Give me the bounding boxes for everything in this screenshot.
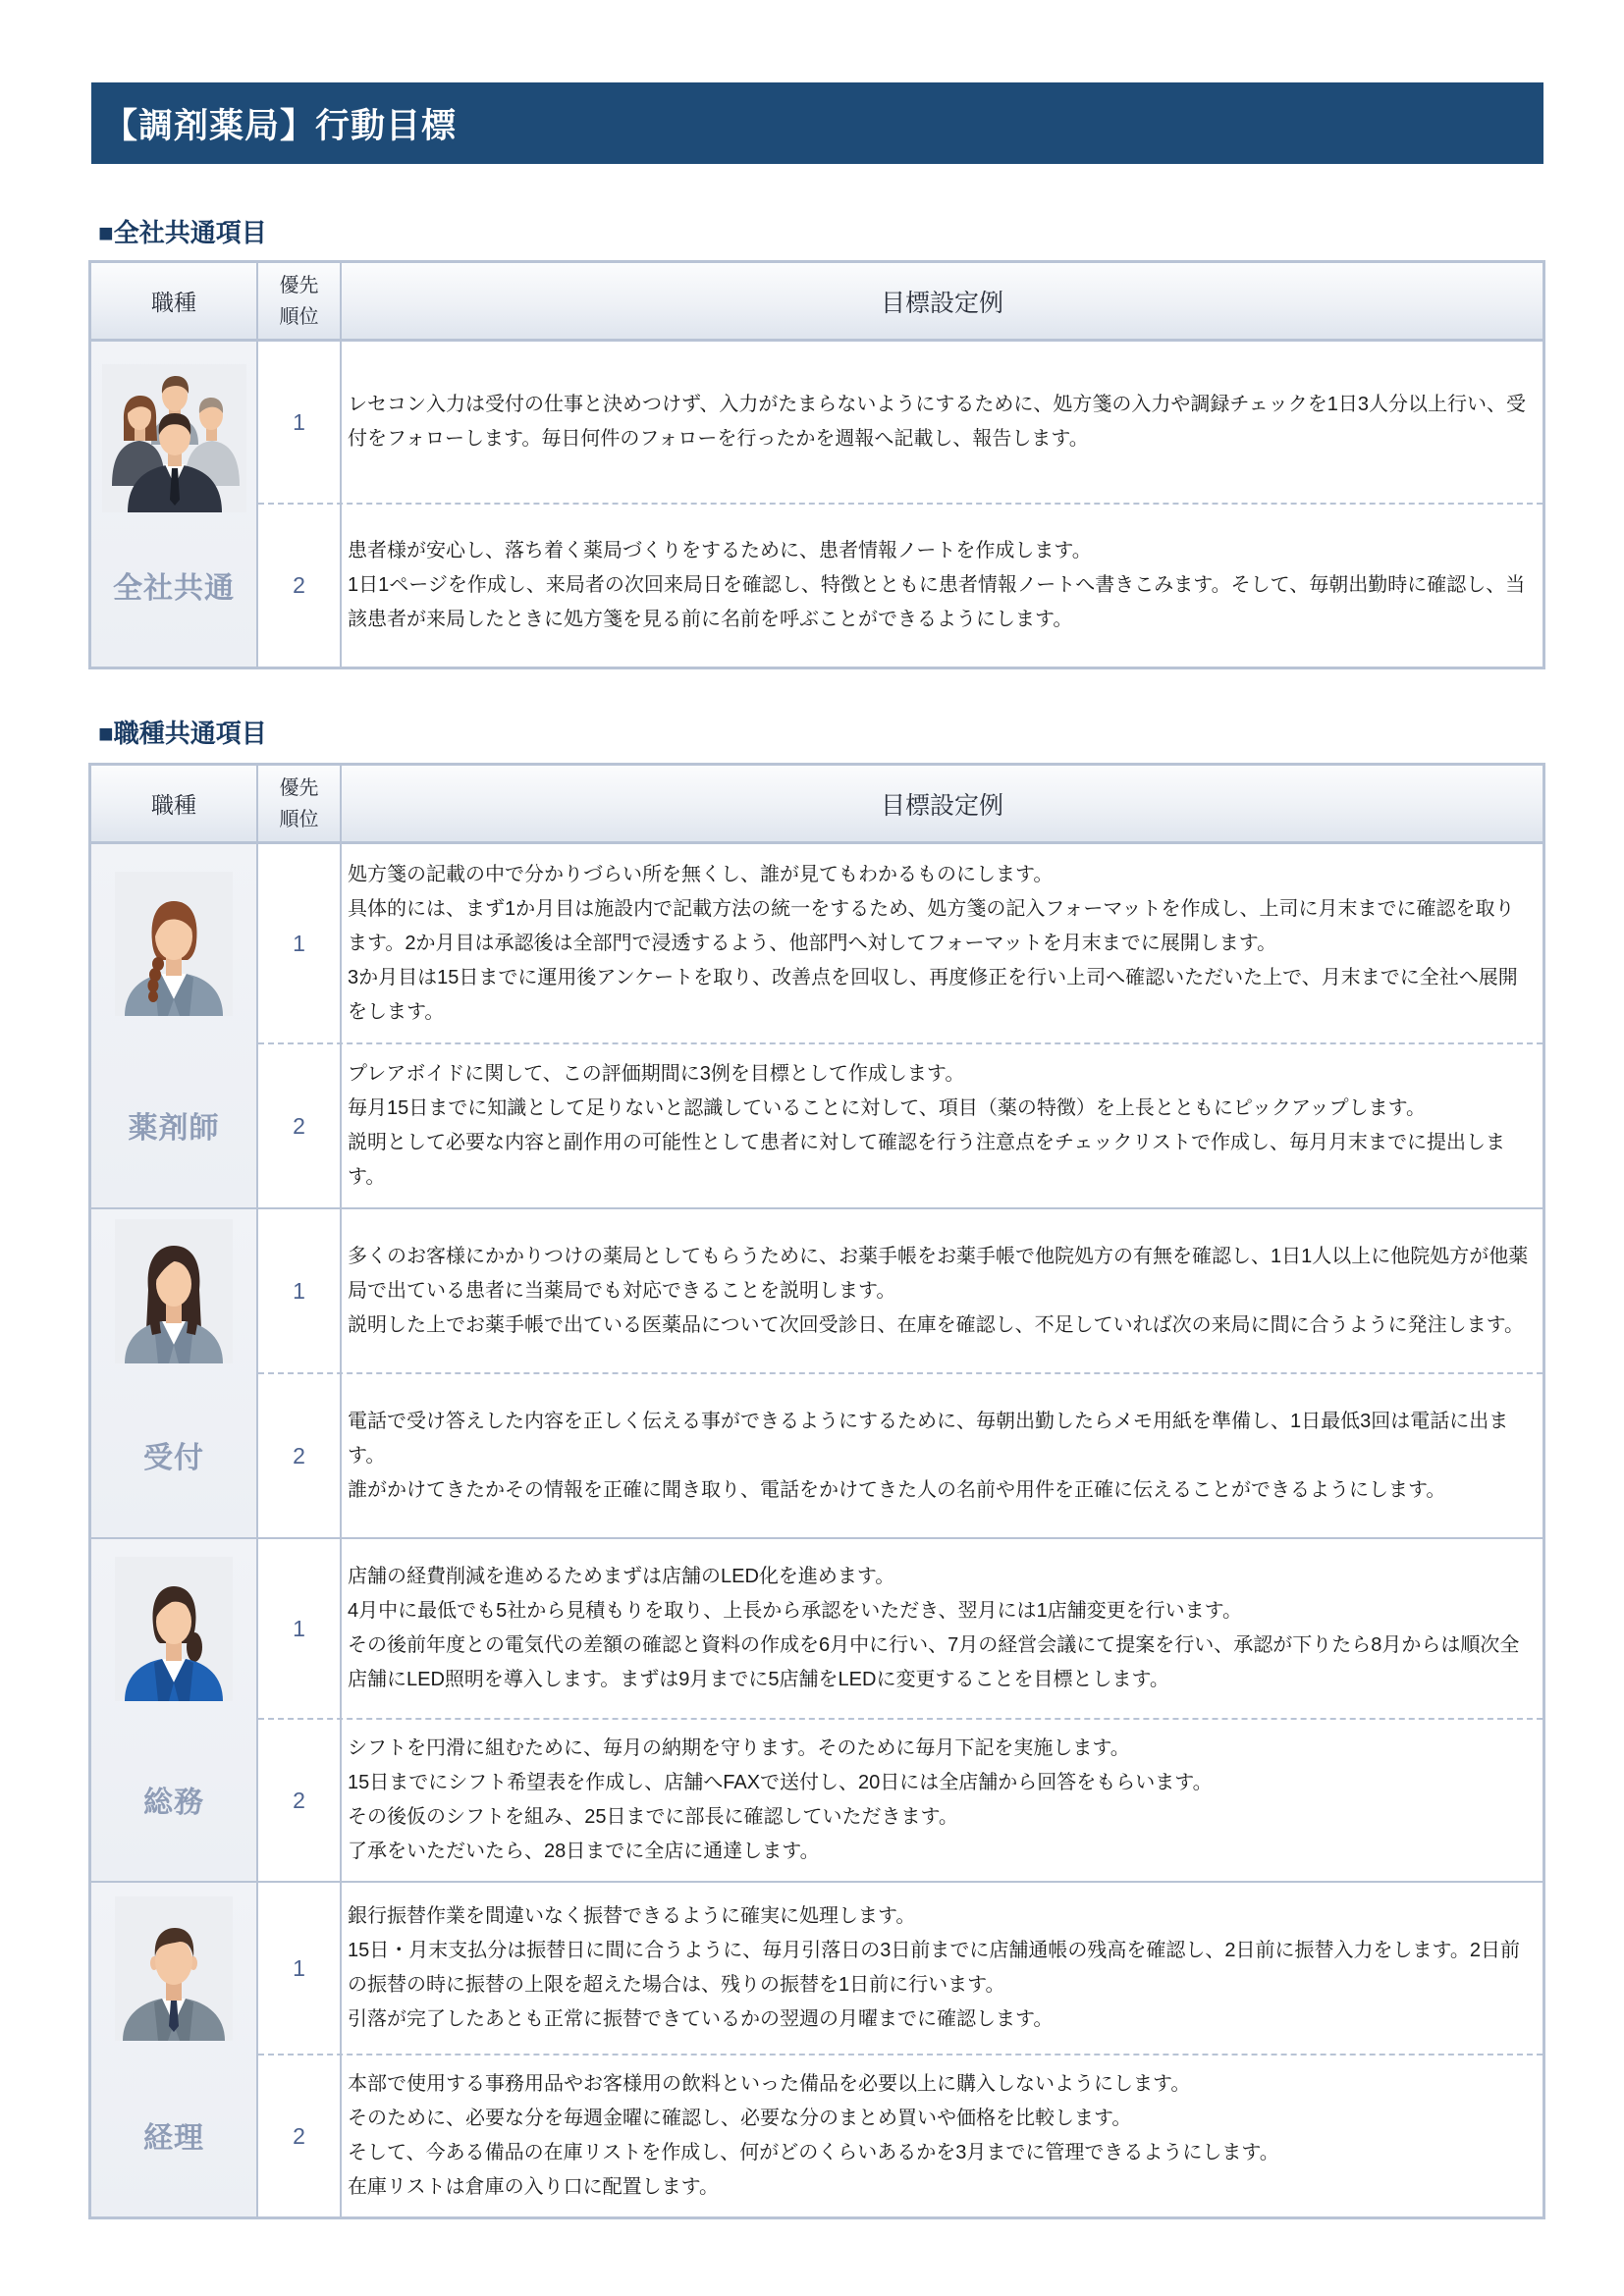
table-header-row bbox=[91, 766, 1543, 844]
header-role: 職種 bbox=[91, 263, 258, 339]
goal-rows bbox=[258, 1539, 1543, 1881]
goal-row bbox=[258, 844, 1543, 1042]
goal-line: 4月中に最低でも5社から見積もりを取り、上長から承認をいただき、翌月には1店舗変更を行います。 bbox=[348, 1600, 1242, 1622]
goal-text bbox=[342, 1044, 1543, 1207]
goal-line: プレアボイドに関して、この評価期間に3例を目標として作成します。 bbox=[348, 1063, 965, 1085]
role-avatar-area bbox=[91, 844, 256, 1042]
accountant-avatar-icon bbox=[115, 1896, 233, 2041]
goal-rows bbox=[258, 1883, 1543, 2216]
priority-number: 2 bbox=[258, 1044, 342, 1207]
goal-row bbox=[258, 1042, 1543, 1207]
goal-line: 毎月15日までに知識として足りないと認識していることに対して、項目（薬の特徴）を上長とともにピックアップします。 bbox=[348, 1097, 1427, 1119]
goal-line: 15日までにシフト希望表を作成し、店舗へFAXで送付し、20日には全店舗から回答をもらいます。 bbox=[348, 1772, 1213, 1793]
header-priority-line: 優先 bbox=[279, 776, 319, 799]
table-header-row bbox=[91, 263, 1543, 342]
goal-line: レセコン入力は受付の仕事と決めつけず、入力がたまらないようにするために、処方箋の入力や調録チェックを1日3人分以上行い、受付をフォローします。毎日何件のフォローを行ったかを週報へ記載し、報告します。 bbox=[348, 394, 1527, 450]
role-avatar-area bbox=[91, 1209, 256, 1372]
goal-row bbox=[258, 1718, 1543, 1881]
goal-line: 15日・月末支払分は振替日に間に合うように、毎月引落日の3日前までに店舗通帳の残高を確認し、2日前に振替入力をします。2日前の振替の時に振替の上限を超えた場合は、残りの振替を1日前に行います。 bbox=[348, 1940, 1521, 1996]
goal-text bbox=[342, 2056, 1543, 2216]
goal-row bbox=[258, 342, 1543, 503]
goal-row bbox=[258, 2054, 1543, 2216]
goal-line: 誰がかけてきたかその情報を正確に聞き取り、電話をかけてきた人の名前や用件を正確に伝えることができるようにします。 bbox=[348, 1478, 1446, 1501]
priority-number: 2 bbox=[258, 505, 342, 667]
role-group-company-wide bbox=[91, 342, 1543, 667]
goal-line: 了承をいただいたら、28日までに全店に通達します。 bbox=[348, 1841, 820, 1862]
receptionist-avatar-icon bbox=[115, 1219, 233, 1363]
goal-text bbox=[342, 844, 1543, 1042]
goal-row bbox=[258, 1209, 1543, 1372]
goal-line: そして、今ある備品の在庫リストを作成し、何がどのくらいあるかを3月までに管理できるようにします。 bbox=[348, 2142, 1279, 2163]
header-role: 職種 bbox=[91, 766, 258, 841]
goal-line: 在庫リストは倉庫の入り口に配置します。 bbox=[348, 2176, 719, 2198]
goal-line: 患者様が安心し、落ち着く薬局づくりをするために、患者情報ノートを作成します。 bbox=[348, 540, 1092, 561]
goal-line: そのために、必要な分を毎週金曜に確認し、必要な分のまとめ買いや価格を比較します。 bbox=[348, 2108, 1132, 2129]
header-priority bbox=[258, 766, 342, 841]
role-label: 受付 bbox=[143, 1442, 204, 1474]
goal-line: 3か月目は15日までに運用後アンケートを取り、改善点を回収し、再度修正を行い上司へ確認いただいた上で、月末までに全社へ展開をします。 bbox=[348, 966, 1518, 1023]
goal-line: 1日1ページを作成し、来局者の次回来局日を確認し、特徴とともに患者情報ノートへ書きこみます。そして、毎朝出勤時に確認し、当該患者が来局したときに処方箋を見る前に名前を呼ぶことができるようにします。 bbox=[348, 574, 1526, 630]
priority-number: 1 bbox=[258, 1539, 342, 1718]
goal-text bbox=[342, 505, 1543, 667]
page-title: 【調剤薬局】行動目標 bbox=[91, 82, 1543, 164]
header-priority bbox=[258, 263, 342, 339]
goal-rows bbox=[258, 1209, 1543, 1537]
priority-number: 1 bbox=[258, 1883, 342, 2054]
general-affairs-avatar-icon bbox=[115, 1557, 233, 1701]
goal-row bbox=[258, 1372, 1543, 1537]
priority-number: 1 bbox=[258, 844, 342, 1042]
goal-text bbox=[342, 1883, 1543, 2054]
goal-text bbox=[342, 1720, 1543, 1881]
section-title-company-wide: ■全社共通項目 bbox=[98, 218, 267, 247]
goal-line: 本部で使用する事務用品やお客様用の飲料といった備品を必要以上に購入しないようにします。 bbox=[348, 2073, 1191, 2095]
role-label: 経理 bbox=[143, 2122, 204, 2155]
goal-text bbox=[342, 342, 1543, 503]
goal-text bbox=[342, 1374, 1543, 1537]
goal-rows bbox=[258, 342, 1543, 667]
priority-number: 2 bbox=[258, 1374, 342, 1537]
role-cell bbox=[91, 1883, 258, 2216]
goal-line: 処方箋の記載の中で分かりづらい所を無くし、誰が見てもわかるものにします。 bbox=[348, 863, 1054, 885]
role-group-pharmacist bbox=[91, 844, 1543, 1207]
role-cell bbox=[91, 1209, 258, 1537]
goal-row bbox=[258, 1883, 1543, 2054]
job-type-goals-table bbox=[88, 763, 1545, 2219]
company-wide-goals-table bbox=[88, 260, 1545, 669]
role-avatar-area bbox=[91, 342, 256, 503]
goal-line: 店舗の経費削減を進めるためまずは店舗のLED化を進めます。 bbox=[348, 1566, 895, 1587]
goal-line: その後前年度との電気代の差額の確認と資料の作成を6月中に行い、7月の経営会議にて提案を行い、承認が下りたら8月からは順次全店舗にLED照明を導入します。まずは9月までに5店舗をLEDに変更することを目標とします。 bbox=[348, 1634, 1520, 1690]
business-team-icon bbox=[102, 364, 246, 512]
role-avatar-area bbox=[91, 1539, 256, 1718]
goal-line: その後仮のシフトを組み、25日までに部長に確認していただきます。 bbox=[348, 1806, 958, 1828]
header-priority-line: 順位 bbox=[279, 305, 319, 328]
priority-number: 1 bbox=[258, 342, 342, 503]
role-group-accounting bbox=[91, 1881, 1543, 2216]
goal-line: 引落が完了したあとも正常に振替できているかの翌週の月曜までに確認します。 bbox=[348, 2008, 1054, 2030]
header-priority-line: 順位 bbox=[279, 808, 319, 830]
pharmacist-avatar-icon bbox=[115, 872, 233, 1016]
role-label: 薬剤師 bbox=[128, 1112, 220, 1145]
header-goal-example: 目標設定例 bbox=[880, 791, 1003, 820]
role-group-reception bbox=[91, 1207, 1543, 1537]
goal-line: 説明した上でお薬手帳で出ている医薬品について次回受診日、在庫を確認し、不足していれば次の来局に間に合うように発注します。 bbox=[348, 1313, 1524, 1336]
role-label: 全社共通 bbox=[113, 571, 235, 605]
header-goal-example: 目標設定例 bbox=[880, 289, 1003, 317]
priority-number: 2 bbox=[258, 1720, 342, 1881]
role-avatar-area bbox=[91, 1883, 256, 2054]
goal-text bbox=[342, 1209, 1543, 1372]
role-cell bbox=[91, 844, 258, 1207]
role-label: 総務 bbox=[143, 1787, 204, 1819]
priority-number: 1 bbox=[258, 1209, 342, 1372]
role-cell bbox=[91, 1539, 258, 1881]
goal-row bbox=[258, 503, 1543, 667]
header-priority-line: 優先 bbox=[279, 274, 319, 296]
goal-line: 電話で受け答えした内容を正しく伝える事ができるようにするために、毎朝出勤したらメモ用紙を準備し、1日最低3回は電話に出ます。 bbox=[348, 1410, 1509, 1467]
priority-number: 2 bbox=[258, 2056, 342, 2216]
goal-rows bbox=[258, 844, 1543, 1207]
goal-line: シフトを円滑に組むために、毎月の納期を守ります。そのために毎月下記を実施します。 bbox=[348, 1737, 1130, 1759]
goal-line: 具体的には、まず1か月目は施設内で記載方法の統一をするため、処方箋の記入フォーマットを作成し、上司に月末までに確認を取ります。2か月目は承認後は全部門で浸透するよう、他部門へ対してフォーマットを月末までに展開します。 bbox=[348, 897, 1515, 954]
goal-row bbox=[258, 1539, 1543, 1718]
goal-line: 説明として必要な内容と副作用の可能性として患者に対して確認を行う注意点をチェックリストで作成し、毎月月末までに提出します。 bbox=[348, 1132, 1505, 1188]
goal-text bbox=[342, 1539, 1543, 1718]
section-title-job-type: ■職種共通項目 bbox=[98, 719, 267, 748]
role-group-general-affairs bbox=[91, 1537, 1543, 1881]
goal-line: 多くのお客様にかかりつけの薬局としてもらうために、お薬手帳をお薬手帳で他院処方の有無を確認し、1日1人以上に他院処方が他薬局で出ている患者に当薬局でも対応できることを説明します。 bbox=[348, 1245, 1529, 1302]
role-cell bbox=[91, 342, 258, 667]
goal-line: 銀行振替作業を間違いなく振替できるように確実に処理します。 bbox=[348, 1905, 916, 1927]
